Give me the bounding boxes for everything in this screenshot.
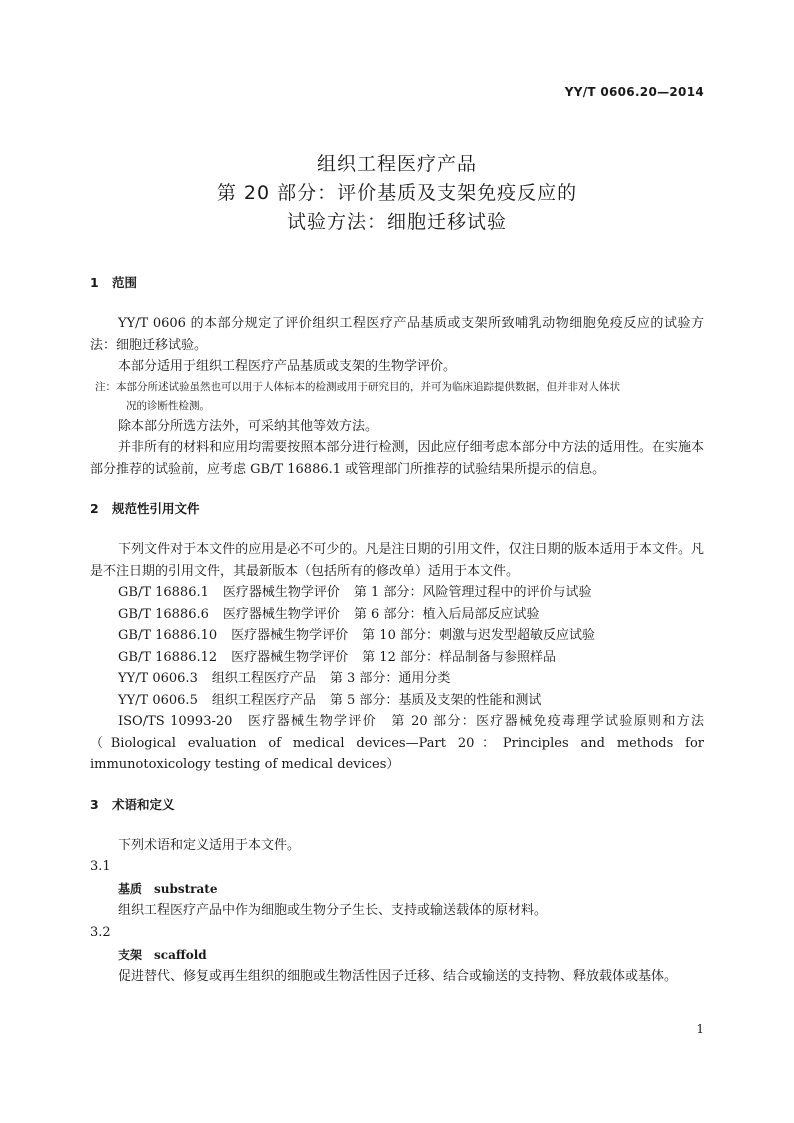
section-number: 2: [90, 501, 99, 516]
reference-title: 医疗器械生物学评价: [222, 606, 340, 622]
term-title: [90, 944, 704, 966]
reference-part: 第 6 部分：植入后局部反应试验: [353, 606, 540, 622]
reference-title: 组织工程医疗产品: [211, 671, 316, 686]
section-title: 范围: [112, 275, 138, 290]
reference-code: GB/T 16886.1: [118, 585, 209, 600]
section-number: 3: [90, 796, 99, 812]
term-zh: 基质: [118, 882, 143, 896]
page-number: 1: [696, 1022, 704, 1036]
scope-alternative-methods: 除本部分所选方法外，可采纳其他等效方法。: [118, 418, 379, 434]
term-title: [90, 878, 704, 900]
term-number: 3.2: [90, 925, 111, 940]
section-number: 1: [90, 275, 99, 290]
reference-item: [90, 625, 704, 647]
term-en: substrate: [154, 882, 218, 896]
reference-code: YY/T 0606.5: [118, 692, 198, 708]
normative-intro: 下列文件对于本文件的应用是必不可少的。凡是注日期的引用文件，仅注日期的版本适用于本文件。凡是不注日期的引用文件，其最新版本（包括所有的修改单）适用于本文件。: [90, 542, 704, 579]
reference-part: 第 10 部分：刺激与迟发型超敏反应试验: [362, 628, 595, 643]
reference-title: 组织工程医疗产品: [211, 692, 316, 708]
title-line-3: 试验方法：细胞迁移试验: [286, 211, 507, 233]
scope-paragraph: YY/T 0606 的本部分规定了评价组织工程医疗产品基质或支架所致哺乳动物细胞免疫反应的试验方法：细胞迁移试验。: [90, 316, 704, 353]
reference-part: 第 12 部分：样品制备与参照样品: [362, 649, 556, 665]
section-1-heading: [90, 271, 704, 295]
document-code: YY/T 0606.20—2014: [564, 85, 704, 99]
terms-intro: 下列术语和定义适用于本文件。: [118, 837, 301, 853]
note-line-1: 注：本部分所述试验虽然也可以用于人体标本的检测或用于研究目的，并可为临床追踪提供数据，但并非对人体状: [95, 380, 620, 393]
reference-code: YY/T 0606.3: [118, 671, 198, 686]
reference-part: 第 5 部分：基质及支架的性能和测试: [329, 692, 542, 708]
document-title: [0, 150, 794, 237]
term-zh: 支架: [118, 948, 143, 962]
title-line-1: 组织工程医疗产品: [316, 153, 477, 175]
reference-item: [90, 604, 704, 626]
section-title: 术语和定义: [112, 796, 175, 812]
scope-note: [90, 378, 704, 416]
reference-title: 医疗器械生物学评价: [231, 649, 349, 665]
reference-code: GB/T 16886.6: [118, 606, 209, 622]
scope-applicability: 本部分适用于组织工程医疗产品基质或支架的生物学评价。: [118, 359, 457, 374]
reference-item: [90, 582, 704, 604]
term-definition: 组织工程医疗产品中作为细胞或生物分子生长、支持或输送载体的原材料。: [118, 903, 548, 918]
reference-item: [90, 647, 704, 669]
term-definition: 促进替代、修复或再生组织的细胞或生物活性因子迁移、结合或输送的支持物、释放载体或基体。: [118, 969, 678, 984]
reference-title: 医疗器械生物学评价: [231, 628, 349, 643]
document-body: [90, 271, 704, 988]
reference-item-iso: ISO/TS 10993-20 医疗器械生物学评价 第 20 部分：医疗器械免疫毒理学试验原则和方法（Biological evaluation of medical devices—Part 20：Principles and methods for immunotoxicology testing of medical devices）: [90, 714, 704, 772]
note-line-2: 况的诊断性检测。: [126, 399, 210, 412]
reference-item: [90, 668, 704, 690]
term-number: 3.1: [90, 859, 111, 874]
reference-part: 第 3 部分：通用分类: [329, 671, 451, 686]
title-line-2: 第 20 部分：评价基质及支架免疫反应的: [216, 182, 578, 204]
section-3-heading: [90, 793, 704, 817]
reference-item: [90, 690, 704, 712]
scope-consideration: 并非所有的材料和应用均需要按照本部分进行检测，因此应仔细考虑本部分中方法的适用性。在实施本部分推荐的试验前，应考虑 GB/T 16886.1 或管理部门所推荐的试验结果所提示的信息。: [90, 440, 704, 477]
reference-code: GB/T 16886.12: [118, 649, 218, 665]
reference-code: GB/T 16886.10: [118, 628, 218, 643]
term-en: scaffold: [154, 948, 207, 962]
section-title: 规范性引用文件: [112, 501, 200, 516]
reference-title: 医疗器械生物学评价: [222, 585, 340, 600]
reference-part: 第 1 部分：风险管理过程中的评价与试验: [353, 585, 592, 600]
section-2-heading: [90, 497, 704, 521]
